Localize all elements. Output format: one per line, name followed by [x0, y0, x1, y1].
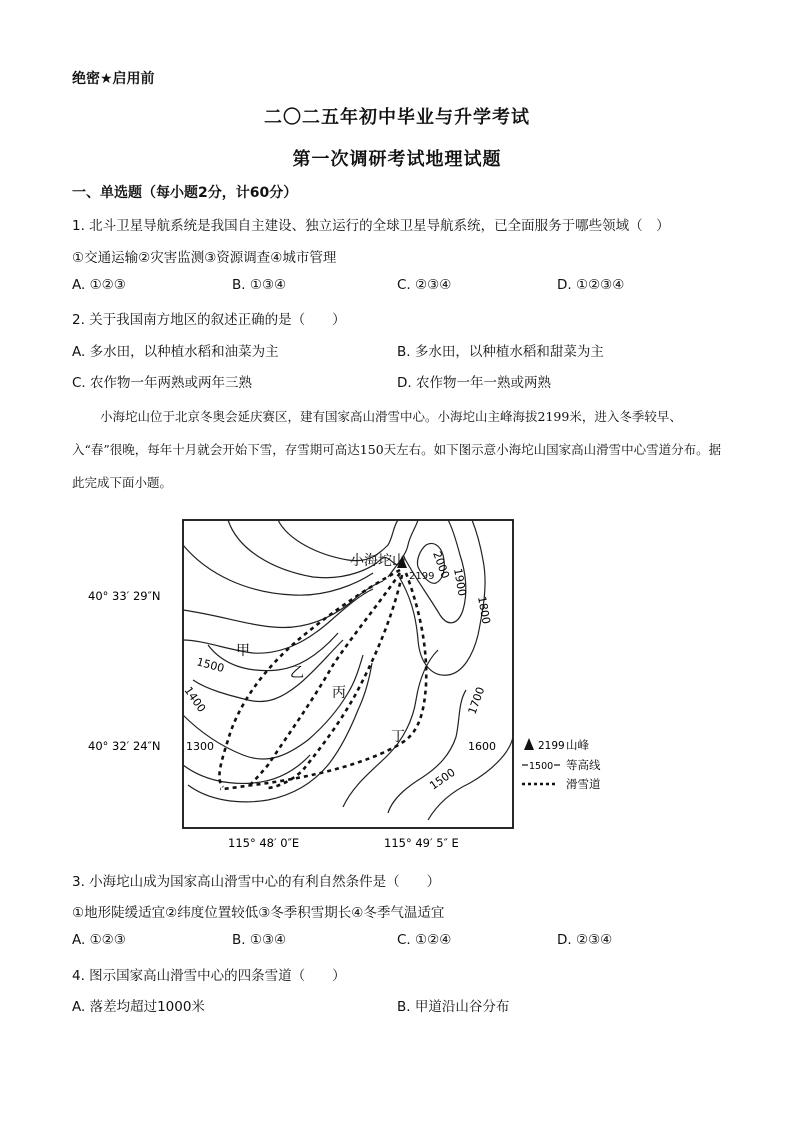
- legend-peak-value: 2199: [538, 740, 565, 752]
- trail-jia: [219, 570, 400, 787]
- legend-peak-label: 山峰: [566, 738, 589, 752]
- q1-option-c[interactable]: C. ②③④: [397, 277, 452, 293]
- q1-stem: 1. 北斗卫星导航系统是我国自主建设、独立运行的全球卫星导航系统，已全面服务于哪些领域（ ）: [72, 218, 670, 234]
- contour-label-1400: 1400: [181, 684, 209, 715]
- trail-yi: [248, 573, 400, 787]
- latitude-bottom: 40° 32′ 24″N: [88, 739, 161, 753]
- trail-label-yi: 乙: [290, 665, 304, 681]
- trail-label-bing: 丙: [332, 685, 346, 701]
- legend-peak-icon: [524, 738, 534, 750]
- reading-passage: 小海坨山位于北京冬奥会延庆赛区，建有国家高山滑雪中心。小海坨山主峰海拔2199米，进入冬季较早、入“春”很晚，每年十月就会开始下雪，存雪期可高达150天左右。如下图示意小海坨山国家高山滑雪中心雪道分布。据此完成下面小题。: [72, 409, 722, 490]
- q1-option-a[interactable]: A. ①②③: [72, 277, 126, 293]
- q2-option-c[interactable]: C. 农作物一年两熟或两年三熟: [72, 375, 253, 391]
- contour-label-1300: 1300: [186, 740, 214, 753]
- q1-statement: ①交通运输②灾害监测③资源调查④城市管理: [72, 250, 337, 266]
- contour-label-1900: 1900: [451, 567, 469, 598]
- exam-subtitle: 第一次调研考试地理试题: [292, 149, 502, 170]
- latitude-top: 40° 33′ 29″N: [88, 589, 161, 603]
- contour-label-1500-west: 1500: [195, 655, 226, 676]
- ski-trails: [219, 570, 426, 789]
- q3-option-d[interactable]: D. ②③④: [557, 932, 613, 948]
- legend-contour-value: 1500: [529, 761, 554, 772]
- peak-name: 小海坨山: [350, 553, 406, 569]
- contour-label-1700: 1700: [465, 685, 488, 717]
- q3-option-b[interactable]: B. ①③④: [232, 932, 287, 948]
- contour-map-figure: [88, 515, 648, 855]
- q4-option-a[interactable]: A. 落差均超过1000米: [72, 999, 205, 1015]
- q4-stem: 4. 图示国家高山滑雪中心的四条雪道（ ）: [72, 968, 346, 984]
- q3-statement: ①地形陡缓适宜②纬度位置较低③冬季积雪期长④冬季气温适宜: [72, 905, 445, 921]
- q4-option-b[interactable]: B. 甲道沿山谷分布: [397, 999, 510, 1015]
- legend-trail-label: 滑雪道: [566, 777, 601, 791]
- q3-option-a[interactable]: A. ①②③: [72, 932, 126, 948]
- contour-label-1800: 1800: [475, 595, 493, 626]
- contour-label-1600: 1600: [468, 740, 496, 753]
- q2-option-a[interactable]: A. 多水田，以种植水稻和油菜为主: [72, 344, 279, 360]
- contour-label-2000: 2000: [430, 549, 452, 581]
- q2-stem: 2. 关于我国南方地区的叙述正确的是（ ）: [72, 312, 346, 328]
- map-legend: [522, 738, 601, 791]
- confidential-mark: 绝密★启用前: [72, 71, 155, 87]
- trail-ding: [220, 573, 426, 789]
- q3-option-c[interactable]: C. ①②④: [397, 932, 452, 948]
- contour-label-1500-east: 1500: [427, 765, 458, 793]
- longitude-right: 115° 49′ 5″ E: [384, 836, 459, 850]
- q3-stem: 3. 小海坨山成为国家高山滑雪中心的有利自然条件是（ ）: [72, 874, 441, 890]
- section-heading: 一、单选题（每小题2分，计60分）: [72, 185, 298, 201]
- q1-option-b[interactable]: B. ①③④: [232, 277, 287, 293]
- trail-label-ding: 丁: [391, 729, 405, 745]
- contour-lines: [183, 520, 513, 820]
- trail-label-jia: 甲: [236, 643, 250, 659]
- q1-option-d[interactable]: D. ①②③④: [557, 277, 625, 293]
- exam-title: 二〇二五年初中毕业与升学考试: [264, 107, 530, 128]
- longitude-left: 115° 48′ 0″E: [228, 836, 300, 850]
- peak-elevation: 2199: [409, 571, 435, 582]
- q2-option-d[interactable]: D. 农作物一年一熟或两熟: [397, 375, 551, 391]
- q2-option-b[interactable]: B. 多水田，以种植水稻和甜菜为主: [397, 344, 604, 360]
- legend-contour-label: 等高线: [566, 758, 601, 772]
